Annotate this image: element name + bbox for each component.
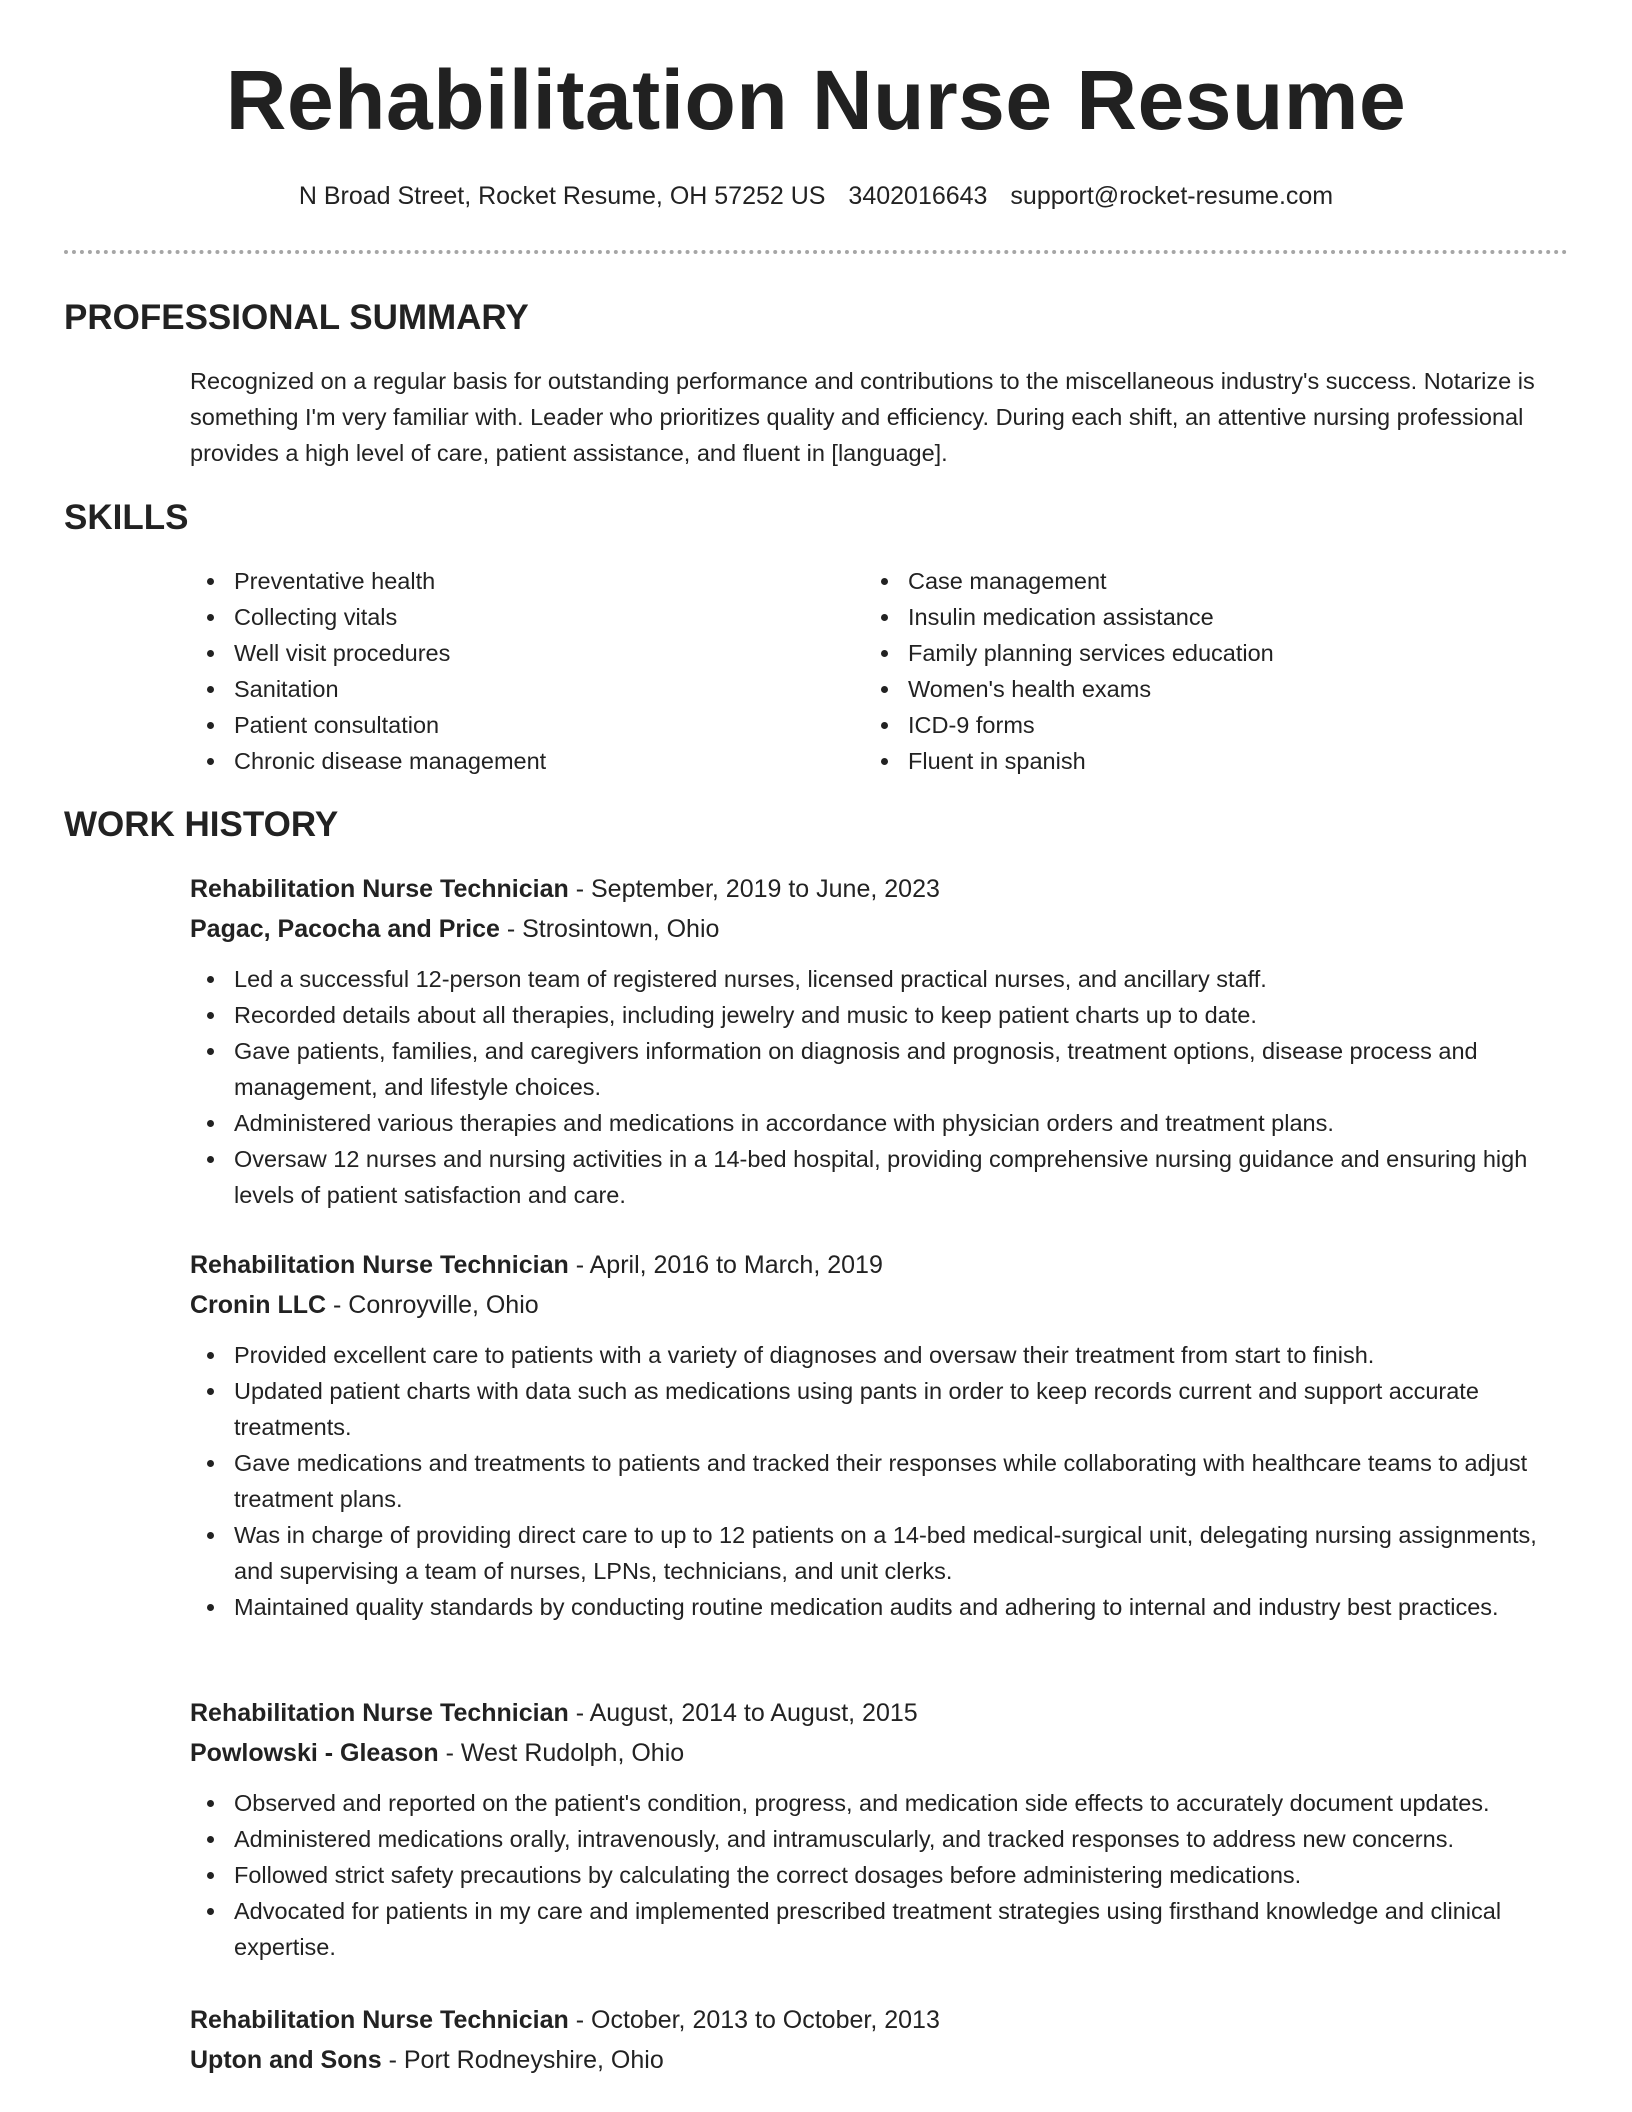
- job-title: Rehabilitation Nurse Technician: [190, 2006, 569, 2034]
- job-bullet: Followed strict safety precautions by calculating the correct dosages before administering medications.: [190, 1857, 1570, 1893]
- address-text: N Broad Street, Rocket Resume, OH 57252 US: [298, 182, 826, 210]
- job-bullet: Updated patient charts with data such as medications using pants in order to keep records current and support accurate treatments.: [190, 1373, 1570, 1445]
- summary-text: Recognized on a regular basis for outstanding performance and contributions to the miscellaneous industry's success. Notarize is something I'm very familiar with. Leader who prioritizes quality and efficiency. During each shift, an attentive nursing professional provides a high level of care, patient assistance, and fluent in [language].: [190, 368, 1535, 466]
- skill-item: Case management: [864, 563, 1524, 599]
- job-title-line: [190, 1245, 1570, 1285]
- job-company: Powlowski - Gleason: [190, 1739, 439, 1767]
- skill-item: Collecting vitals: [190, 599, 850, 635]
- job-bullet: Administered medications orally, intravenously, and intramuscularly, and tracked responses to address new concerns.: [190, 1821, 1570, 1857]
- work-history-heading: WORK HISTORY: [64, 805, 339, 844]
- job-bullet: Recorded details about all therapies, including jewelry and music to keep patient charts up to date.: [190, 997, 1570, 1033]
- skill-item: Preventative health: [190, 563, 850, 599]
- job-title: Rehabilitation Nurse Technician: [190, 1251, 569, 1279]
- skill-item: Insulin medication assistance: [864, 599, 1524, 635]
- job-title-line: [190, 1693, 1570, 1733]
- job-bullet: Gave medications and treatments to patients and tracked their responses while collaborating with healthcare teams to adjust treatment plans.: [190, 1445, 1570, 1517]
- skill-item: Fluent in spanish: [864, 743, 1524, 779]
- job-bullets: [190, 1337, 1570, 1625]
- skills-list-right: [864, 563, 1524, 779]
- job-company: Pagac, Pacocha and Price: [190, 915, 500, 943]
- job-entry: [190, 2000, 1570, 2080]
- job-location: - Conroyville, Ohio: [326, 1291, 539, 1319]
- job-dates: - April, 2016 to March, 2019: [568, 1251, 883, 1279]
- skill-item: ICD-9 forms: [864, 707, 1524, 743]
- job-dates: - September, 2019 to June, 2023: [568, 875, 940, 903]
- job-dates: - October, 2013 to October, 2013: [568, 2006, 940, 2034]
- job-bullet: Advocated for patients in my care and implemented prescribed treatment strategies using firsthand knowledge and clinical expertise.: [190, 1893, 1570, 1965]
- skill-item: Chronic disease management: [190, 743, 850, 779]
- job-location: - West Rudolph, Ohio: [438, 1739, 685, 1767]
- job-location: - Port Rodneyshire, Ohio: [381, 2046, 664, 2074]
- job-company-line: [190, 1733, 1570, 1773]
- job-title-line: [190, 2000, 1570, 2040]
- phone-text: 3402016643: [848, 182, 988, 210]
- job-title: Rehabilitation Nurse Technician: [190, 1699, 569, 1727]
- job-bullet: Oversaw 12 nurses and nursing activities in a 14-bed hospital, providing comprehensive nursing guidance and ensuring high levels of patient satisfaction and care.: [190, 1141, 1570, 1213]
- summary-heading: PROFESSIONAL SUMMARY: [64, 298, 529, 337]
- skill-item: Women's health exams: [864, 671, 1524, 707]
- job-bullet: Administered various therapies and medications in accordance with physician orders and treatment plans.: [190, 1105, 1570, 1141]
- job-bullet: Was in charge of providing direct care to up to 12 patients on a 14-bed medical-surgical unit, delegating nursing assignments, and supervising a team of nurses, LPNs, technicians, and unit clerks.: [190, 1517, 1570, 1589]
- job-company: Upton and Sons: [190, 2046, 382, 2074]
- job-title-line: [190, 869, 1570, 909]
- job-entry: [190, 869, 1570, 1213]
- job-company-line: [190, 2040, 1570, 2080]
- skill-item: Family planning services education: [864, 635, 1524, 671]
- job-bullet: Observed and reported on the patient's condition, progress, and medication side effects to accurately document updates.: [190, 1785, 1570, 1821]
- job-bullets: [190, 1785, 1570, 1965]
- job-company-line: [190, 1285, 1570, 1325]
- header-divider: [64, 250, 1568, 254]
- skills-heading: SKILLS: [64, 498, 189, 537]
- job-bullet: Provided excellent care to patients with a variety of diagnoses and oversaw their treatment from start to finish.: [190, 1337, 1570, 1373]
- skill-item: Sanitation: [190, 671, 850, 707]
- resume-title: Rehabilitation Nurse Resume: [225, 53, 1407, 147]
- job-dates: - August, 2014 to August, 2015: [568, 1699, 918, 1727]
- contact-line: [0, 182, 1632, 211]
- email-text: support@rocket-resume.com: [1010, 182, 1334, 210]
- job-entry: [190, 1245, 1570, 1625]
- job-title: Rehabilitation Nurse Technician: [190, 875, 569, 903]
- skill-item: Well visit procedures: [190, 635, 850, 671]
- job-bullet: Led a successful 12-person team of registered nurses, licensed practical nurses, and ancillary staff.: [190, 961, 1570, 997]
- job-bullet: Gave patients, families, and caregivers information on diagnosis and prognosis, treatment options, disease process and management, and lifestyle choices.: [190, 1033, 1570, 1105]
- job-company-line: [190, 909, 1570, 949]
- job-entry: [190, 1693, 1570, 1965]
- skills-list-left: [190, 563, 850, 779]
- job-location: - Strosintown, Ohio: [499, 915, 720, 943]
- job-bullet: Maintained quality standards by conducting routine medication audits and adhering to internal and industry best practices.: [190, 1589, 1570, 1625]
- job-bullets: [190, 961, 1570, 1213]
- job-company: Cronin LLC: [190, 1291, 327, 1319]
- skill-item: Patient consultation: [190, 707, 850, 743]
